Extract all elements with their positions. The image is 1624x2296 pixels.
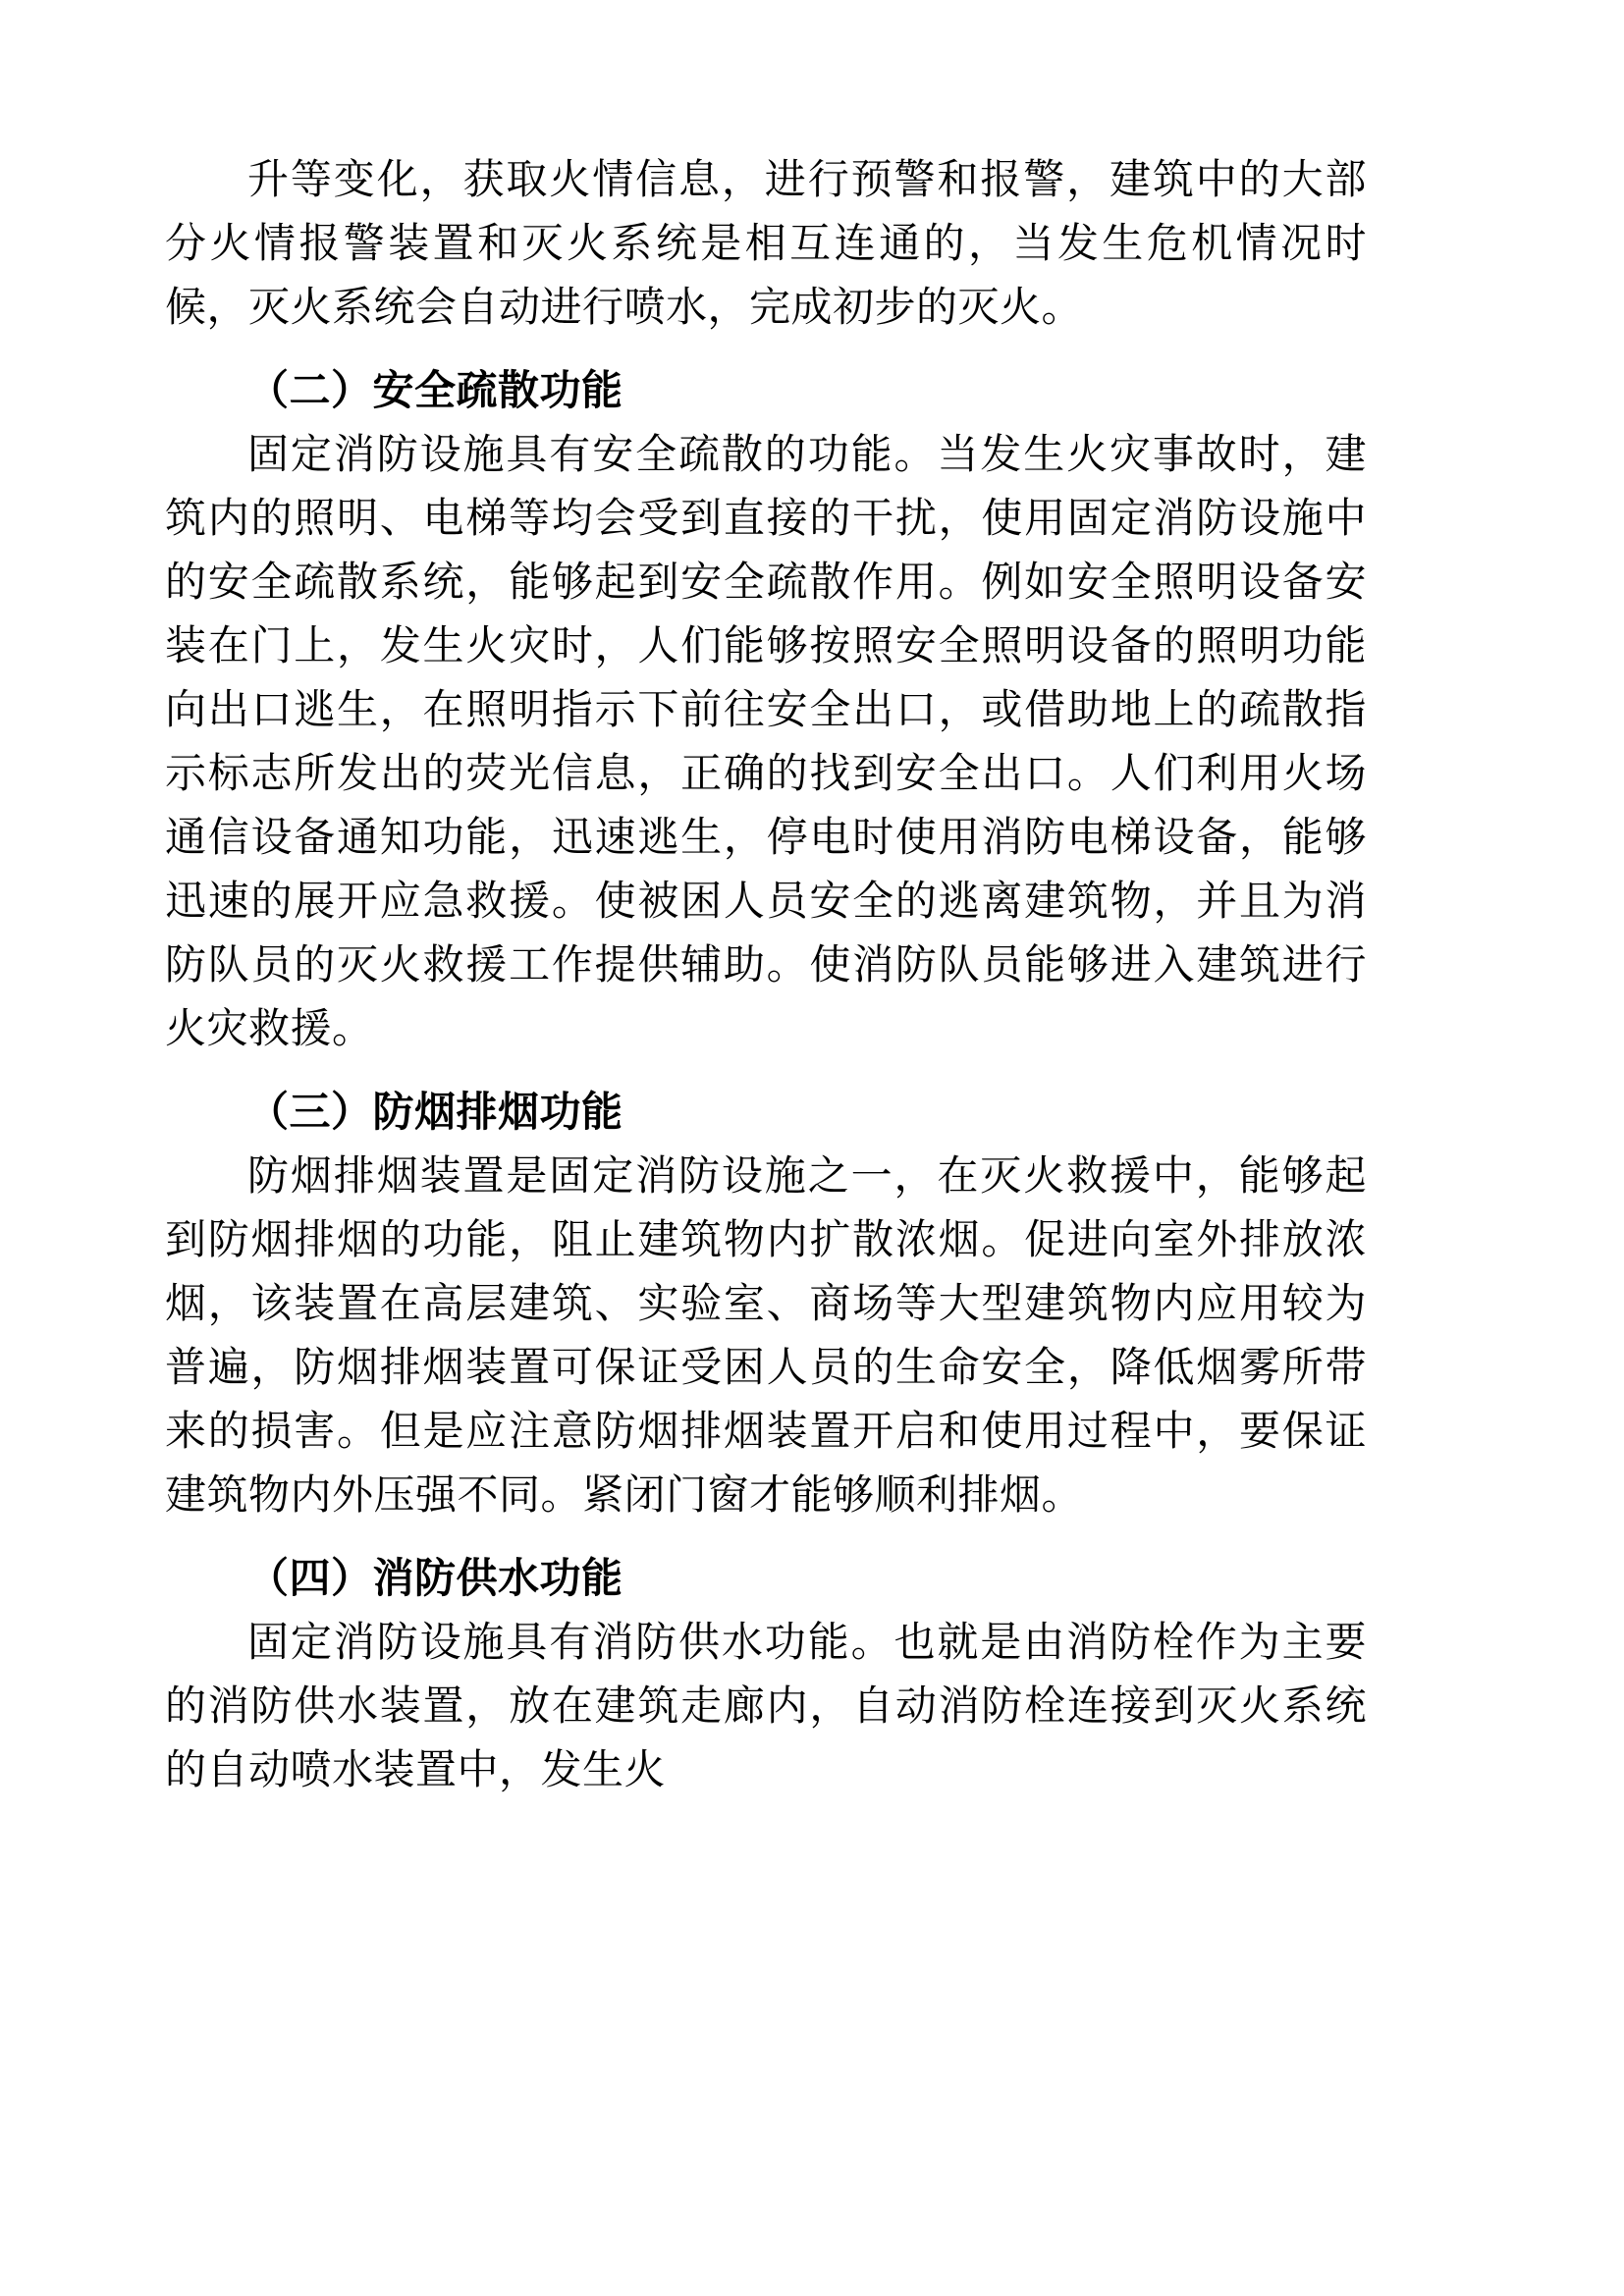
paragraph-fire-alarm-continued: 升等变化，获取火情信息，进行预警和报警，建筑中的大部分火情报警装置和灭火系统是相互连通的，当发生危机情况时候，灭火系统会自动进行喷水，完成初步的灭火。 (165, 155, 1367, 331)
document-body (165, 147, 1367, 1801)
heading-section-three: （三）防烟排烟功能 (247, 1088, 623, 1136)
heading-spacer-four (165, 1526, 1367, 1546)
heading-spacer-two (165, 339, 1367, 358)
paragraph-water-supply: 固定消防设施具有消防供水功能。也就是由消防栓作为主要的消防供水装置，放在建筑走廊内，自动消防栓连接到灭火系统的自动喷水装置中，发生火 (165, 1618, 1367, 1793)
heading-section-four: （四）消防供水功能 (247, 1554, 623, 1602)
paragraph-safe-evacuation: 固定消防设施具有安全疏散的功能。当发生火灾事故时，建筑内的照明、电梯等均会受到直接的干扰，使用固定消防设施中的安全疏散系统，能够起到安全疏散作用。例如安全照明设备安装在门上，发生火灾时，人们能够按照安全照明设备的照明功能向出口逃生，在照明指示下前往安全出口，或借助地上的疏散指示标志所发出的荧光信息，正确的找到安全出口。人们利用火场通信设备通知功能，迅速逃生，停电时使用消防电梯设备，能够迅速的展开应急救援。使被困人员安全的逃离建筑物，并且为消防队员的灭火救援工作提供辅助。使消防队员能够进入建筑进行火灾救援。 (165, 430, 1367, 1052)
paragraph-smoke-control: 防烟排烟装置是固定消防设施之一，在灭火救援中，能够起到防烟排烟的功能，阻止建筑物内扩散浓烟。促进向室外排放浓烟，该装置在高层建筑、实验室、商场等大型建筑物内应用较为普遍，防烟排烟装置可保证受困人员的生命安全，降低烟雾所带来的损害。但是应注意防烟排烟装置开启和使用过程中，要保证建筑物内外压强不同。紧闭门窗才能够顺利排烟。 (165, 1151, 1367, 1519)
heading-spacer-three (165, 1060, 1367, 1080)
heading-section-two: （二）安全疏散功能 (247, 366, 623, 414)
